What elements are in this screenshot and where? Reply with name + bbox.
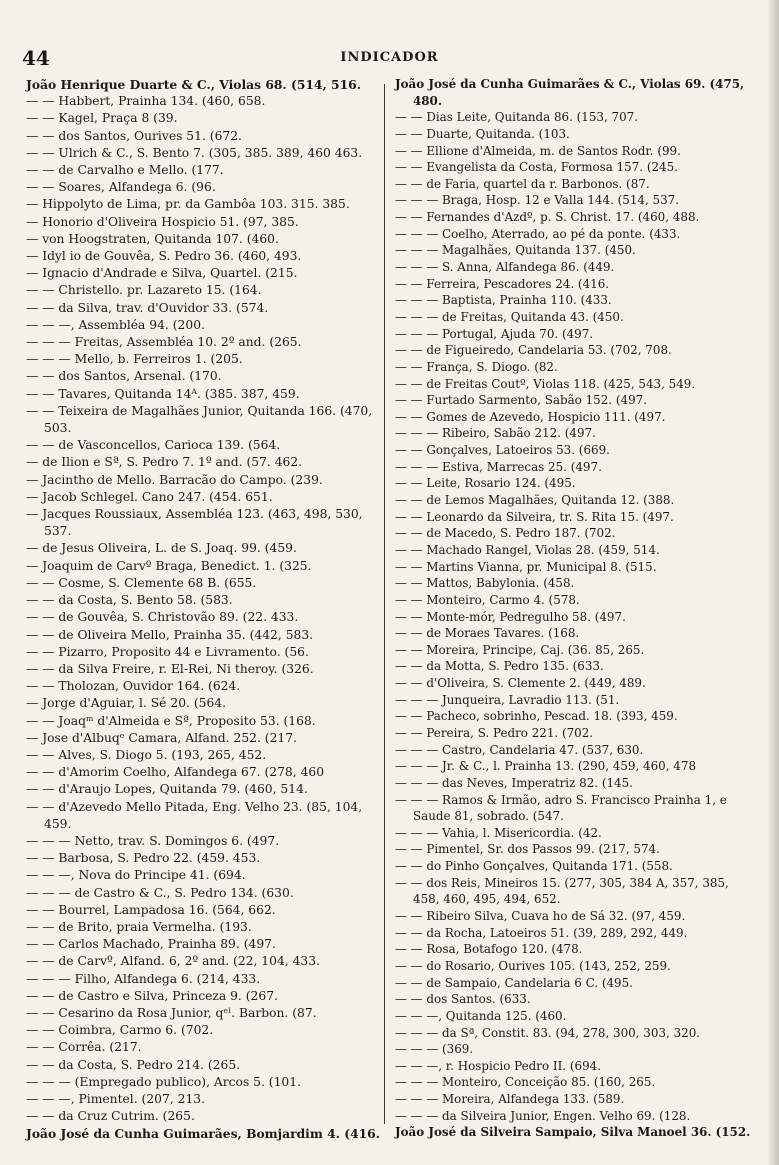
directory-entry: — — de Castro e Silva, Princeza 9. (267. bbox=[26, 988, 278, 1003]
directory-entry: — Jorge d'Aguiar, l. Sé 20. (564. bbox=[26, 696, 227, 711]
directory-entry: — — da Motta, S. Pedro 135. (633. bbox=[395, 659, 604, 674]
directory-entry: — — Machado Rangel, Violas 28. (459, 514. bbox=[395, 542, 660, 557]
directory-entry: — — d'Oliveira, S. Clemente 2. (449, 489. bbox=[395, 676, 646, 691]
directory-entry: — — — Filho, Alfandega 6. (214, 433. bbox=[26, 971, 261, 986]
directory-entry: — — dos Reis, Mineiros 15. (277, 305, 384 A, 357, 385, 458, 460, 495, 494, 652. bbox=[395, 875, 729, 907]
directory-entry: — Joaquim de Carvº Braga, Benedict. 1. (325. bbox=[26, 558, 312, 573]
directory-entry: — — — Freitas, Assembléa 10. 2º and. (265. bbox=[26, 335, 302, 350]
directory-entry: — — — da Silveira Junior, Engen. Velho 69. (128. bbox=[395, 1108, 691, 1123]
directory-entry: — — de Lemos Magalhães, Quitanda 12. (388. bbox=[395, 493, 675, 508]
directory-entry: — — — Ramos & Irmão, adro S. Francisco Prainha 1, e Saude 81, sobrado. (547. bbox=[395, 792, 727, 824]
directory-entry: — — Coimbra, Carmo 6. (702. bbox=[26, 1023, 214, 1038]
directory-entry: — — Habbert, Prainha 134. (460, 658. bbox=[26, 94, 266, 109]
directory-entry: — — Martins Vianna, pr. Municipal 8. (515. bbox=[395, 559, 657, 574]
directory-entry: — — Cosme, S. Clemente 68 B. (655. bbox=[26, 575, 257, 590]
directory-entry: — — Ribeiro Silva, Cuava ho de Sá 32. (97, 459. bbox=[395, 909, 686, 924]
directory-entry: — de Jesus Oliveira, L. de S. Joaq. 99. (459. bbox=[26, 541, 297, 556]
page-header bbox=[22, 46, 757, 72]
directory-entry: — — de Freitas Coutº, Violas 118. (425, 543, 549. bbox=[395, 376, 696, 391]
directory-entry: — — Joaqᵐ d'Almeida e Sª, Proposito 53. (168. bbox=[26, 713, 316, 728]
directory-entry: — — — da Sª, Constit. 83. (94, 278, 300, 303, 320. bbox=[395, 1025, 701, 1040]
directory-entry: — — — Junqueira, Lavradio 113. (51. bbox=[395, 692, 620, 707]
directory-entry: — — de Vasconcellos, Carioca 139. (564. bbox=[26, 438, 281, 453]
directory-entry: — — Pereira, S. Pedro 221. (702. bbox=[395, 725, 594, 740]
directory-entry: — — de Moraes Tavares. (168. bbox=[395, 626, 580, 641]
directory-entry: — — — Coelho, Aterrado, ao pé da ponte. (433. bbox=[395, 226, 681, 241]
column-divider bbox=[384, 84, 385, 1124]
directory-entry: — — — (Empregado publico), Arcos 5. (101. bbox=[26, 1074, 301, 1089]
directory-entry: — — d'Azevedo Mello Pitada, Eng. Velho 23. (85, 104, 459. bbox=[26, 799, 363, 831]
directory-entry: — — — Magalhães, Quitanda 137. (450. bbox=[395, 243, 636, 258]
directory-entry: — — de Carvº, Alfand. 6, 2º and. (22, 104, 433. bbox=[26, 954, 320, 969]
directory-entry: — — — de Freitas, Quitanda 43. (450. bbox=[395, 309, 624, 324]
directory-entry: — — — Estiva, Marrecas 25. (497. bbox=[395, 459, 602, 474]
directory-entry: — — — (369. bbox=[395, 1042, 474, 1057]
directory-entry: — — Dias Leite, Quitanda 86. (153, 707. bbox=[395, 110, 639, 125]
directory-entry: — — da Cruz Cutrim. (265. bbox=[26, 1109, 195, 1124]
directory-entry: — de Ilion e Sª, S. Pedro 7. 1º and. (57. 462. bbox=[26, 455, 303, 470]
directory-entry: — — dos Santos, Arsenal. (170. bbox=[26, 369, 222, 384]
directory-entry: — — — Portugal, Ajuda 70. (497. bbox=[395, 326, 594, 341]
directory-entry: — — —, Pimentel. (207, 213. bbox=[26, 1091, 206, 1106]
directory-entry: — Jose d'Albuqᵉ Camara, Alfand. 252. (217. bbox=[26, 730, 297, 745]
directory-entry: — — Monteiro, Carmo 4. (578. bbox=[395, 592, 580, 607]
directory-entry: — — França, S. Diogo. (82. bbox=[395, 359, 558, 374]
directory-entry: — — —, r. Hospicio Pedro II. (694. bbox=[395, 1058, 601, 1073]
directory-entry: — — — Vahia, l. Misericordia. (42. bbox=[395, 825, 602, 840]
directory-entry: — Honorio d'Oliveira Hospicio 51. (97, 385. bbox=[26, 214, 299, 229]
directory-entry: João Henrique Duarte & C., Violas 68. (514, 516. bbox=[26, 77, 361, 92]
directory-entry: — — Moreira, Principe, Caj. (36. 85, 265. bbox=[395, 642, 645, 657]
directory-entry: — — Gonçalves, Latoeiros 53. (669. bbox=[395, 443, 610, 458]
directory-entry: — — — Baptista, Prainha 110. (433. bbox=[395, 293, 612, 308]
directory-entry: — — Monte-mór, Pedregulho 58. (497. bbox=[395, 609, 626, 624]
left-column bbox=[26, 76, 382, 1143]
directory-entry: João José da Silveira Sampaio, Silva Manoel 36. (152. bbox=[395, 1125, 751, 1140]
directory-entry: — — Corrêa. (217. bbox=[26, 1040, 142, 1055]
directory-entry: — — Tholozan, Ouvidor 164. (624. bbox=[26, 679, 241, 694]
directory-entry: — — da Rocha, Latoeiros 51. (39, 289, 292, 449. bbox=[395, 925, 688, 940]
right-column bbox=[395, 76, 757, 1141]
directory-entry: — — — Jr. & C., l. Prainha 13. (290, 459, 460, 478 bbox=[395, 759, 697, 774]
directory-entry: — — — das Neves, Imperatriz 82. (145. bbox=[395, 775, 633, 790]
directory-entry: — — de Macedo, S. Pedro 187. (702. bbox=[395, 526, 616, 541]
directory-entry: — — Gomes de Azevedo, Hospicio 111. (497. bbox=[395, 409, 666, 424]
directory-entry: — — —, Nova do Principe 41. (694. bbox=[26, 868, 246, 883]
directory-entry: — Jacques Roussiaux, Assembléa 123. (463, 498, 530, 537. bbox=[26, 507, 363, 539]
directory-entry: — — — Braga, Hosp. 12 e Valla 144. (514, 537. bbox=[395, 193, 679, 208]
directory-entry: — — da Costa, S. Bento 58. (583. bbox=[26, 593, 233, 608]
directory-entry: — Jacintho de Mello. Barracão do Campo. (239. bbox=[26, 472, 323, 487]
directory-entry: — — Leonardo da Silveira, tr. S. Rita 15. (497. bbox=[395, 509, 674, 524]
directory-entry: — — — Netto, trav. S. Domingos 6. (497. bbox=[26, 833, 280, 848]
directory-entry: — — Pacheco, sobrinho, Pescad. 18. (393, 459. bbox=[395, 709, 678, 724]
running-title: INDICADOR bbox=[340, 50, 439, 65]
directory-entry: João José da Cunha Guimarães & C., Violas 69. (475, 480. bbox=[395, 77, 745, 108]
directory-entry: — — Fernandes d'Azdº, p. S. Christ. 17. (460, 488. bbox=[395, 210, 700, 225]
directory-entry: — Ignacio d'Andrade e Silva, Quartel. (215. bbox=[26, 266, 298, 281]
directory-entry: — — —, Assembléa 94. (200. bbox=[26, 317, 205, 332]
directory-entry: — — Ferreira, Pescadores 24. (416. bbox=[395, 276, 610, 291]
directory-entry: — — Bourrel, Lampadosa 16. (564, 662. bbox=[26, 902, 276, 917]
directory-entry: — — Duarte, Quitanda. (103. bbox=[395, 126, 570, 141]
directory-entry: — — — Moreira, Alfandega 133. (589. bbox=[395, 1092, 625, 1107]
directory-entry: — — — Monteiro, Conceição 85. (160, 265. bbox=[395, 1075, 656, 1090]
directory-entry: — — de Carvalho e Mello. (177. bbox=[26, 163, 224, 178]
directory-entry: — — Ellione d'Almeida, m. de Santos Rodr. (99. bbox=[395, 143, 681, 158]
directory-entry: — — Christello. pr. Lazareto 15. (164. bbox=[26, 283, 262, 298]
directory-entry: — — de Faria, quartel da r. Barbonos. (87. bbox=[395, 176, 650, 191]
directory-entry: — — Barbosa, S. Pedro 22. (459. 453. bbox=[26, 851, 261, 866]
directory-entry: — Jacob Schlegel. Cano 247. (454. 651. bbox=[26, 489, 273, 504]
directory-entry: — Hippolyto de Lima, pr. da Gambôa 103. 315. 385. bbox=[26, 197, 350, 212]
directory-entry: — — Leite, Rosario 124. (495. bbox=[395, 476, 576, 491]
directory-entry: — — da Silva Freire, r. El-Rei, Ni theroy. (326. bbox=[26, 661, 314, 676]
directory-entry: — — Evangelista da Costa, Formosa 157. (245. bbox=[395, 160, 678, 175]
directory-entry: — — Cesarino da Rosa Junior, qᵉˡ. Barbon. (87. bbox=[26, 1005, 317, 1020]
directory-entry: — — Kagel, Praça 8 (39. bbox=[26, 111, 178, 126]
directory-entry: — — d'Araujo Lopes, Quitanda 79. (460, 514. bbox=[26, 782, 308, 797]
directory-entry: — von Hoogstraten, Quitanda 107. (460. bbox=[26, 231, 279, 246]
directory-entry: — — Mattos, Babylonia. (458. bbox=[395, 576, 575, 591]
directory-entry: — — — Castro, Candelaria 47. (537, 630. bbox=[395, 742, 644, 757]
directory-entry: — — de Sampaio, Candelaria 6 C. (495. bbox=[395, 975, 633, 990]
directory-entry: — — de Gouvêa, S. Christovão 89. (22. 433. bbox=[26, 610, 299, 625]
directory-entry: — — Furtado Sarmento, Sabão 152. (497. bbox=[395, 393, 647, 408]
directory-entry: — — d'Amorim Coelho, Alfandega 67. (278, 460 bbox=[26, 765, 325, 780]
directory-entry: — — dos Santos, Ourives 51. (672. bbox=[26, 128, 242, 143]
directory-entry: — — dos Santos. (633. bbox=[395, 992, 531, 1007]
page-number: 44 bbox=[22, 46, 50, 70]
directory-entry: — — da Silva, trav. d'Ouvidor 33. (574. bbox=[26, 300, 269, 315]
directory-entry: — — do Pinho Gonçalves, Quitanda 171. (558. bbox=[395, 859, 673, 874]
directory-entry: — — — Mello, b. Ferreiros 1. (205. bbox=[26, 352, 243, 367]
directory-entry: — — Ulrich & C., S. Bento 7. (305, 385. 389, 460 463. bbox=[26, 145, 363, 160]
directory-entry: — — — Ribeiro, Sabão 212. (497. bbox=[395, 426, 596, 441]
directory-entry: — — de Oliveira Mello, Prainha 35. (442, 583. bbox=[26, 627, 314, 642]
directory-entry: — — Teixeira de Magalhães Junior, Quitanda 166. (470, 503. bbox=[26, 403, 373, 436]
page-edge-shadow bbox=[767, 0, 779, 1165]
directory-entry: — — —, Quitanda 125. (460. bbox=[395, 1008, 567, 1023]
directory-entry: — — Pimentel, Sr. dos Passos 99. (217, 574. bbox=[395, 842, 660, 857]
directory-entry: — — de Figueiredo, Candelaria 53. (702, 708. bbox=[395, 343, 672, 358]
directory-entry: — — do Rosario, Ourives 105. (143, 252, 259. bbox=[395, 958, 671, 973]
directory-entry: — — Alves, S. Diogo 5. (193, 265, 452. bbox=[26, 747, 267, 762]
directory-entry: João José da Cunha Guimarães, Bomjardim 4. (416. bbox=[26, 1126, 381, 1142]
directory-entry: — — Rosa, Botafogo 120. (478. bbox=[395, 942, 583, 957]
directory-entry: — — da Costa, S. Pedro 214. (265. bbox=[26, 1057, 241, 1072]
directory-entry: — Idyl io de Gouvêa, S. Pedro 36. (460, 493. bbox=[26, 249, 302, 264]
directory-entry: — — Carlos Machado, Prainha 89. (497. bbox=[26, 937, 276, 952]
directory-entry: — — Pizarro, Proposito 44 e Livramento. (56. bbox=[26, 644, 309, 659]
directory-entry: — — Tavares, Quitanda 14ᴬ. (385. 387, 459. bbox=[26, 386, 300, 401]
directory-entry: — — — de Castro & C., S. Pedro 134. (630. bbox=[26, 885, 294, 900]
directory-entry: — — de Brito, praia Vermelha. (193. bbox=[26, 919, 252, 934]
directory-entry: — — Soares, Alfandega 6. (96. bbox=[26, 180, 216, 195]
directory-entry: — — — S. Anna, Alfandega 86. (449. bbox=[395, 260, 615, 275]
